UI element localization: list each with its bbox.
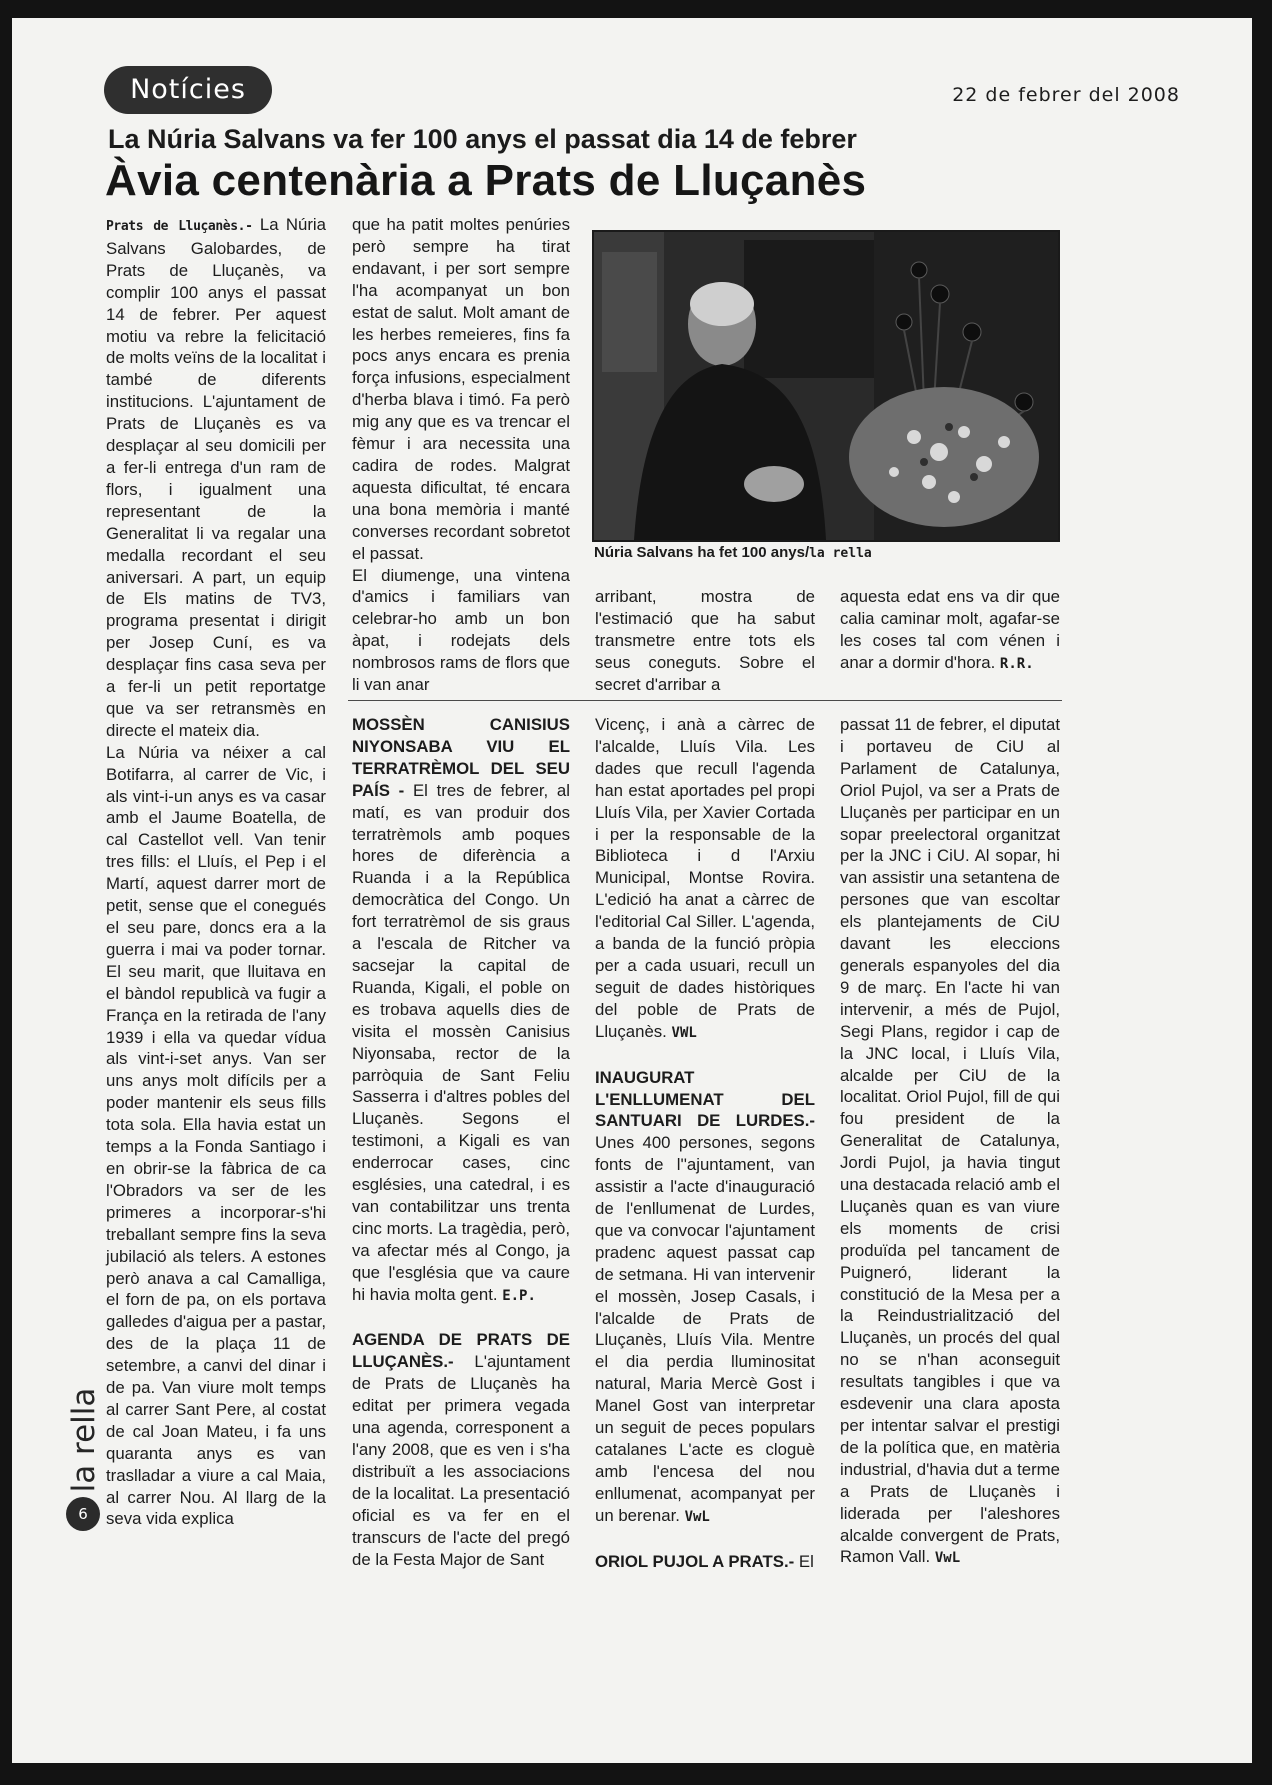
article-column-4 <box>840 586 1060 698</box>
dateline: Prats de Lluçanès.- <box>106 219 253 234</box>
publication-logo-text: la rella <box>66 1387 102 1493</box>
photo-caption <box>594 544 872 561</box>
brief-item <box>352 1329 570 1570</box>
article-paragraph <box>840 586 1060 676</box>
section-badge: Notícies <box>104 66 272 114</box>
article-column-1 <box>106 214 326 1684</box>
newspaper-page <box>12 18 1252 1763</box>
brief-spacer <box>595 1529 815 1551</box>
article-paragraph: La Núria va néixer a cal Botifarra, al carrer de Vic, i als vint-i-un anys es va casar amb el Jaume Boatella, de cal Castellot vell. Van tenir tres fills: el Lluís, el Pep i el Martí, aquest darrer mort de petit, sense que el conegués el seu pare, doncs era a la guerra i mai va poder tornar. El seu marit, que lluitava en el bàndol republicà va fugir a França en la retirada de l'any 1939 i ella va quedar vídua als vint-i-set anys. Van ser uns anys molt difícils per a poder mantenir els seus fills tota sola. Ella havia estat un temps a la Fonda Santiago i en obrir-se la fàbrica de ca l'Obradors va ser de les primeres a incorporar-s'hi treballant sempre fins la seva jubilació als telers. A estones però anava a cal Camalliga, el forn de pa, on els portava galledes d'aigua per a pastar, des de la plaça 11 de setembre, a canvi del dinar i de pa. Van viure molt temps al carrer Sant Pere, al costat de cal Joan Mateu, i fa uns quaranta anys es van traslladar a viure a cal Maia, al carrer Nou. Al llarg de la seva vida explica <box>106 742 326 1529</box>
article-photo <box>592 230 1060 542</box>
brief-signature: VWL <box>671 1024 697 1041</box>
article-paragraph: que ha patit moltes penúries però sempre ha tirat endavant, i per sort sempre l'ha acompanyat un bon estat de salut. Molt amant de les herbes remeieres, fins fa pocs anys encara es prenia força infusions, especialment d'herba blava i timó. Fa però mig any que es va trencar el fèmur i ara necessita una cadira de rodes. Malgrat aquesta dificultat, té encara una bona memòria i manté converses recordant sobretot el passat. <box>352 215 570 563</box>
brief-text: El tres de febrer, al matí, es van produir dos terratrèmols amb poques hores de diferència a Ruanda i a la República democràtica del Congo. Un fort terratrèmol de sis graus a l'escala de Ritcher va sacsejar la capital de Ruanda, Kigali, el poble on es trobava aquells dies de visita el mossèn Canisius Niyonsaba, rector de la parròquia de Sant Feliu Sasserra i d'altres pobles del Lluçanès. Segons el testimoni, a Kigali es van enderrocar cases, cinc esglésies, una catedral, i es van contabilitzar uns trenta cinc morts. La tragèdia, però, va afectar més al Congo, ja que l'església que va caure hi havia molta gent. <box>352 780 570 1304</box>
paragraph-text: aquesta edat ens va dir que calia caminar molt, agafar-se les coses tal com vénen i anar a dormir d'hora. <box>840 587 1060 672</box>
brief-spacer <box>352 1307 570 1329</box>
brief-signature: VwL <box>684 1508 710 1525</box>
brief-title: AGENDA DE PRATS DE LLUÇANÈS.- <box>352 1330 570 1372</box>
article-paragraph: arribant, mostra de l'estimació que ha sabut transmetre entre tots els seus coneguts. Sobre el secret d'arribar a <box>595 587 815 694</box>
article-paragraph: El diumenge, una vintena d'amics i familiars van celebrar-ho amb un bon àpat, i rodejats dels nombrosos rams de flors que li van anar <box>352 565 570 695</box>
photo-illustration <box>594 232 1058 540</box>
issue-date: 22 de febrer del 2008 <box>952 84 1180 106</box>
brief-title: MOSSÈN CANISIUS NIYONSABA VIU EL TERRATRÈMOL DEL SEU PAÍS - <box>352 715 570 800</box>
brief-title: INAUGURAT L'ENLLUMENAT DEL SANTUARI DE LURDES.- <box>595 1067 815 1131</box>
brief-item <box>595 1551 815 1573</box>
publication-logo <box>64 1387 104 1493</box>
briefs-column-3 <box>840 714 1060 1684</box>
brief-title: ORIOL PUJOL A PRATS.- <box>595 1551 795 1571</box>
paragraph-text: La Núria Salvans Galobardes, de Prats de Lluçanès, va complir 100 anys el passat 14 de febrer. Per aquest motiu va rebre la felicitació de molts veïns de la localitat i també de diferents institucions. L'ajuntament de Prats de Lluçanès es va desplaçar al seu domicili per a fer-li entrega d'un ram de flors, i igualment una representant de la Generalitat li va regalar una medalla recordant el seu aniversari. A part, un equip de Els matins de TV3, programa presentat i dirigit per Josep Cuní, es va desplaçar fins casa seva per a fer-li un petit reportatge que va ser retransmès en directe el mateix dia. <box>106 215 326 740</box>
briefs-column-2 <box>595 714 815 1684</box>
article-column-3 <box>595 586 815 698</box>
caption-text: Núria Salvans ha fet 100 anys/ <box>594 544 810 561</box>
brief-text: passat 11 de febrer, el diputat i portaveu de CiU al Parlament de Catalunya, Oriol Pujol, va ser a Prats de Lluçanès per participar en un sopar preelectoral organitzat per la JNC i CiU. Al sopar, hi van assistir una setantena de persones que van escoltar els plantejaments de CiU davant les eleccions generals espanyoles del dia 9 de març. En l'acte hi van intervenir, a més de Pujol, Segi Plans, regidor i cap de la JNC local, i Lluís Vila, alcalde per CiU de la localitat. Oriol Pujol, fill de qui fou president de la Generalitat de Catalunya, Jordi Pujol, ja havia tingut una destacada relació amb el Lluçanès quan es van viure els moments de crisi produïda pel tancament de Puigneró, liderant la constitució de la Mesa per a la Reindustrialització del Lluçanès, un procés del qual no se n'han aconseguit resultats tangibles i que va esdevenir una clara aposta per intentar salvar el prestigi de la política que, en matèria industrial, d'havia dut a terme a Prats de Lluçanès i liderada per l'aleshores alcalde convergent de Prats, Ramon Vall. <box>840 715 1060 1567</box>
article-column-2 <box>352 214 570 695</box>
brief-text: Unes 400 persones, segons fonts de l''ajuntament, van assistir a l'acte d'inauguració de l'enllumenat de Lurdes, que va convocar l'ajuntament pradenc aquest passat cap de setmana. Hi van intervenir el mossèn, Josep Casals, i l'alcalde de Prats de Lluçanès, Lluís Vila. Mentre el dia perdia lluminositat natural, Maria Mercè Gost i Manel Gost van interpretar un seguit de peces populars catalanes L'acte es cloguè amb l'encesa del nou enllumenat, acompanyat per un berenar. <box>595 1133 815 1525</box>
brief-text: L'ajuntament de Prats de Lluçanès ha editat per primera vegada una agenda, corresponent a l'any 2008, que es ven i s'ha distribuït a les associacions de la localitat. La presentació oficial es va fer en el transcurs de l'acte del pregó de la Festa Major de Sant <box>352 1352 570 1569</box>
brief-signature: E.P. <box>502 1287 536 1304</box>
article-subtitle: La Núria Salvans va fer 100 anys el passat dia 14 de febrer <box>108 124 857 154</box>
article-signature: R.R. <box>999 655 1034 672</box>
brief-signature: VwL <box>934 1550 961 1567</box>
brief-item <box>595 714 815 1045</box>
brief-item <box>352 714 570 1307</box>
briefs-column-1 <box>352 714 570 1684</box>
article-paragraph <box>106 214 326 742</box>
brief-spacer <box>595 1045 815 1067</box>
page-number: 6 <box>66 1497 100 1531</box>
brief-text: El <box>798 1551 814 1571</box>
brief-item <box>595 1067 815 1529</box>
brief-item <box>840 714 1060 1570</box>
article-headline: Àvia centenària a Prats de Lluçanès <box>105 156 867 205</box>
brief-text: Vicenç, i anà a càrrec de l'alcalde, Lluís Vila. Les dades que recull l'agenda han estat aportades pel propi Lluís Vila, per Xavier Cortada i per la responsable de la Biblioteca i d l'Arxiu Municipal, Montse Rovira. L'edició ha anat a càrrec de l'editorial Cal Siller. L'agenda, a banda de la funció pròpia per a cada usuari, recull un seguit de dades històriques del poble de Prats de Lluçanès. <box>595 715 815 1041</box>
section-divider <box>348 700 1062 701</box>
photo-credit: la rella <box>809 546 872 561</box>
